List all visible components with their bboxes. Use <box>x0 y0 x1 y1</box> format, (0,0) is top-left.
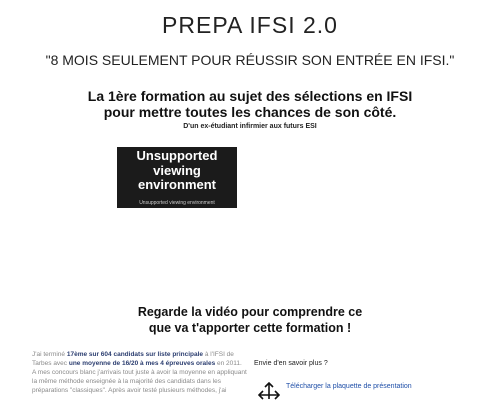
headline-line-1: La 1ère formation au sujet des sélections en IFSI <box>87 88 413 104</box>
headline <box>0 88 500 120</box>
story-part-1: J'ai terminé <box>32 351 67 358</box>
story-part-2: à l'IFSI de Tarbes avec <box>32 351 234 367</box>
download-arrows-icon[interactable] <box>258 382 280 400</box>
tagline: "8 MOIS SEULEMENT POUR RÉUSSIR SON ENTRÉE EN IFSI." <box>45 52 455 68</box>
story-part-3: en 2011. A mes concours blanc j'arrivais tout juste à avoir la moyenne en appliquant la même méthode enseignée à la majorité des candidats dans les préparations "classiques". Après avoir testé plusieurs méthodes, j'ai <box>32 360 247 394</box>
testimonial-text <box>32 350 247 395</box>
cta-line-1: Regarde la vidéo pour comprendre ce <box>137 305 363 319</box>
cta-line-2: que va t'apporter cette formation ! <box>148 321 352 335</box>
video-call-to-action <box>0 304 500 336</box>
download-arrows-svg <box>258 382 280 400</box>
story-score: une moyenne de 16/20 à mes 4 épreuves orales <box>68 360 216 367</box>
headline-line-2: pour mettre toutes les chances de son côté. <box>103 104 397 120</box>
video-player[interactable] <box>117 147 237 208</box>
video-error-title: Unsupported viewing environment <box>136 148 218 192</box>
story-rank: 17ème sur 604 candidats sur liste principale <box>66 351 204 358</box>
site-title: PREPA IFSI 2.0 <box>162 12 338 38</box>
more-info-label: Envie d'en savoir plus ? <box>254 360 328 367</box>
video-error-subtitle: Unsupported viewing environment <box>139 200 215 206</box>
download-brochure-link[interactable]: Télécharger la plaquette de présentation <box>286 383 412 390</box>
byline: D'un ex-étudiant infirmier aux futurs ESI <box>183 123 317 130</box>
